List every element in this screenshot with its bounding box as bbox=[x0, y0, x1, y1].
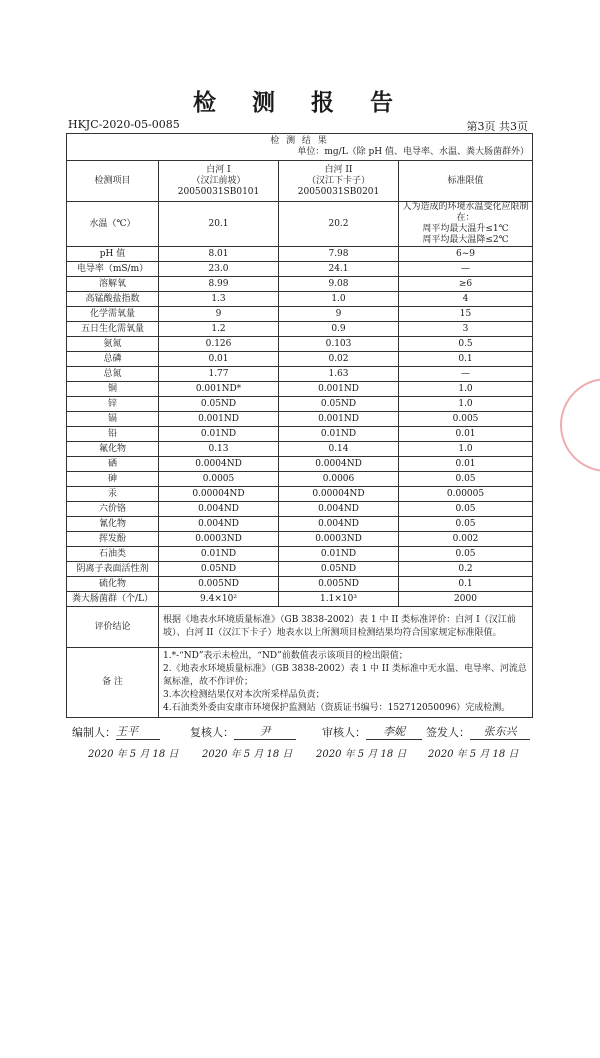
compiler-date: 2020 年 5 月 18 日 bbox=[88, 749, 179, 760]
row-standard-limit bbox=[399, 412, 533, 427]
standard-limit-line: 0.1 bbox=[458, 353, 473, 364]
row-item-name: 硒 bbox=[67, 457, 159, 472]
row-sample-1-value: 1.2 bbox=[159, 322, 279, 337]
standard-limit-line: 0.1 bbox=[458, 578, 473, 589]
row-sample-1-value: 0.004ND bbox=[159, 502, 279, 517]
row-item-name: 锌 bbox=[67, 397, 159, 412]
sample-1-name: 白河 I bbox=[206, 164, 231, 175]
col-header-standard: 标准限值 bbox=[399, 161, 533, 202]
auditor-signature: 李妮 bbox=[366, 723, 422, 740]
table-row bbox=[67, 262, 533, 277]
row-sample-2-value: 0.0003ND bbox=[279, 532, 399, 547]
standard-limit-line: 周平均最大温降≤2℃ bbox=[422, 235, 509, 245]
table-column-header-row bbox=[67, 161, 533, 202]
standard-limit-line: ≥6 bbox=[458, 278, 473, 289]
row-sample-2-value: 0.05ND bbox=[279, 562, 399, 577]
table-row bbox=[67, 517, 533, 532]
row-standard-limit bbox=[399, 202, 533, 247]
table-row bbox=[67, 577, 533, 592]
row-sample-1-value: 0.0004ND bbox=[159, 457, 279, 472]
row-item-name: 硫化物 bbox=[67, 577, 159, 592]
notes-content bbox=[159, 648, 533, 718]
table-header-title-row bbox=[67, 134, 533, 161]
table-row bbox=[67, 307, 533, 322]
row-item-name: 铜 bbox=[67, 382, 159, 397]
row-sample-2-value: 0.004ND bbox=[279, 502, 399, 517]
row-sample-1-value: 20.1 bbox=[159, 202, 279, 247]
sample-2-name: 白河 II bbox=[324, 164, 353, 175]
row-item-name: 电导率（mS/m） bbox=[67, 262, 159, 277]
row-sample-1-value: 0.05ND bbox=[159, 397, 279, 412]
table-row bbox=[67, 352, 533, 367]
row-sample-1-value: 0.01 bbox=[159, 352, 279, 367]
row-standard-limit bbox=[399, 292, 533, 307]
row-standard-limit bbox=[399, 517, 533, 532]
row-standard-limit bbox=[399, 367, 533, 382]
notes-label: 备 注 bbox=[67, 648, 159, 718]
sample-2-code: 20050031SB0201 bbox=[297, 186, 380, 197]
row-item-name: 化学需氧量 bbox=[67, 307, 159, 322]
row-sample-2-value: 0.103 bbox=[279, 337, 399, 352]
notes-row bbox=[67, 648, 533, 718]
row-standard-limit bbox=[399, 427, 533, 442]
row-sample-1-value: 0.01ND bbox=[159, 427, 279, 442]
col-header-sample-2 bbox=[279, 161, 399, 202]
standard-limit-line: 0.01 bbox=[455, 428, 476, 439]
table-row bbox=[67, 502, 533, 517]
row-sample-2-value: 0.14 bbox=[279, 442, 399, 457]
standard-limit-line: 6~9 bbox=[456, 248, 475, 259]
report-title: 检 测 报 告 bbox=[192, 89, 408, 116]
standard-limit-line: 1.0 bbox=[458, 443, 473, 454]
row-item-name: 氨氮 bbox=[67, 337, 159, 352]
row-sample-2-value: 24.1 bbox=[279, 262, 399, 277]
standard-limit-line: 15 bbox=[459, 308, 472, 319]
row-item-name: 水温（℃） bbox=[67, 202, 159, 247]
row-sample-2-value: 1.0 bbox=[279, 292, 399, 307]
issuer-block bbox=[426, 723, 530, 740]
row-sample-1-value: 0.01ND bbox=[159, 547, 279, 562]
row-item-name: 五日生化需氧量 bbox=[67, 322, 159, 337]
row-item-name: 氰化物 bbox=[67, 517, 159, 532]
row-sample-2-value: 20.2 bbox=[279, 202, 399, 247]
row-standard-limit bbox=[399, 457, 533, 472]
row-sample-1-value: 0.05ND bbox=[159, 562, 279, 577]
row-item-name: 粪大肠菌群（个/L） bbox=[67, 592, 159, 607]
results-table bbox=[66, 133, 533, 718]
issuer-signature: 张东兴 bbox=[470, 723, 530, 740]
row-sample-2-value: 0.05ND bbox=[279, 397, 399, 412]
col-header-sample-1 bbox=[159, 161, 279, 202]
note-line: 3.本次检测结果仅对本次所采样品负责； bbox=[163, 690, 325, 700]
row-sample-2-value: 7.98 bbox=[279, 247, 399, 262]
row-standard-limit bbox=[399, 562, 533, 577]
row-item-name: pH 值 bbox=[67, 247, 159, 262]
table-row bbox=[67, 367, 533, 382]
row-item-name: 溶解氧 bbox=[67, 277, 159, 292]
row-sample-2-value: 0.004ND bbox=[279, 517, 399, 532]
standard-limit-line: 0.00005 bbox=[446, 488, 485, 499]
row-item-name: 汞 bbox=[67, 487, 159, 502]
row-sample-2-value: 1.1×10³ bbox=[279, 592, 399, 607]
row-item-name: 石油类 bbox=[67, 547, 159, 562]
row-standard-limit bbox=[399, 352, 533, 367]
table-row bbox=[67, 292, 533, 307]
row-standard-limit bbox=[399, 487, 533, 502]
table-row bbox=[67, 322, 533, 337]
row-sample-1-value: 0.005ND bbox=[159, 577, 279, 592]
row-standard-limit bbox=[399, 307, 533, 322]
table-row bbox=[67, 487, 533, 502]
standard-limit-line: — bbox=[461, 368, 470, 379]
row-item-name: 砷 bbox=[67, 472, 159, 487]
row-sample-2-value: 0.0006 bbox=[279, 472, 399, 487]
row-standard-limit bbox=[399, 442, 533, 457]
row-sample-1-value: 0.001ND bbox=[159, 412, 279, 427]
row-standard-limit bbox=[399, 247, 533, 262]
table-row bbox=[67, 397, 533, 412]
row-sample-1-value: 0.00004ND bbox=[159, 487, 279, 502]
standard-limit-line: 0.005 bbox=[452, 413, 479, 424]
row-sample-1-value: 23.0 bbox=[159, 262, 279, 277]
row-item-name: 挥发酚 bbox=[67, 532, 159, 547]
sample-1-code: 20050031SB0101 bbox=[177, 186, 260, 197]
row-item-name: 总磷 bbox=[67, 352, 159, 367]
table-row bbox=[67, 562, 533, 577]
row-standard-limit bbox=[399, 502, 533, 517]
row-standard-limit bbox=[399, 397, 533, 412]
row-sample-1-value: 0.004ND bbox=[159, 517, 279, 532]
row-sample-1-value: 1.3 bbox=[159, 292, 279, 307]
row-sample-2-value: 0.005ND bbox=[279, 577, 399, 592]
standard-limit-line: 周平均最大温升≤1℃ bbox=[422, 224, 509, 234]
table-row bbox=[67, 442, 533, 457]
table-head-unit: 单位：mg/L（除 pH 值、电导率、水温、粪大肠菌群外） bbox=[297, 147, 530, 157]
row-standard-limit bbox=[399, 472, 533, 487]
row-sample-2-value: 0.9 bbox=[279, 322, 399, 337]
row-sample-1-value: 1.77 bbox=[159, 367, 279, 382]
conclusion-text: 根据《地表水环境质量标准》（GB 3838-2002）表 1 中 II 类标准评价：白河 I（汉江前坡）、白河 II（汉江下卡子）地表水以上所测项目检测结果均符合国家规定标准限值。 bbox=[159, 607, 533, 648]
note-line: 2.《地表水环境质量标准》（GB 3838-2002）表 1 中 II 类标准中无水温、电导率、河流总氮标准，故不作评价； bbox=[163, 664, 527, 687]
row-sample-1-value: 0.0005 bbox=[159, 472, 279, 487]
standard-limit-line: — bbox=[461, 263, 470, 274]
standard-limit-line: 1.0 bbox=[458, 383, 473, 394]
row-sample-1-value: 8.01 bbox=[159, 247, 279, 262]
row-sample-1-value: 0.0003ND bbox=[159, 532, 279, 547]
sample-1-location: （汉江前坡） bbox=[191, 175, 246, 186]
row-standard-limit bbox=[399, 322, 533, 337]
page-number: 第3页 共3页 bbox=[466, 120, 528, 133]
table-row bbox=[67, 457, 533, 472]
standard-limit-line: 3 bbox=[462, 323, 469, 334]
reviewer-signature: 尹 bbox=[234, 723, 296, 740]
standard-limit-line: 0.05 bbox=[455, 548, 476, 559]
row-item-name: 铅 bbox=[67, 427, 159, 442]
row-sample-1-value: 9.4×10² bbox=[159, 592, 279, 607]
row-item-name: 阴离子表面活性剂 bbox=[67, 562, 159, 577]
standard-limit-line: 2000 bbox=[454, 593, 477, 604]
row-standard-limit bbox=[399, 382, 533, 397]
row-standard-limit bbox=[399, 262, 533, 277]
row-standard-limit bbox=[399, 592, 533, 607]
sample-2-location: （汉江下卡子） bbox=[306, 175, 370, 186]
table-row bbox=[67, 337, 533, 352]
row-sample-2-value: 0.001ND bbox=[279, 382, 399, 397]
reviewer-date: 2020 年 5 月 18 日 bbox=[202, 749, 293, 760]
standard-limit-line: 0.2 bbox=[458, 563, 473, 574]
row-item-name: 氟化物 bbox=[67, 442, 159, 457]
row-standard-limit bbox=[399, 277, 533, 292]
table-row bbox=[67, 382, 533, 397]
note-line: 1.*-“ND”表示未检出，“ND”前数值表示该项目的检出限值； bbox=[163, 651, 408, 661]
row-sample-2-value: 0.01ND bbox=[279, 547, 399, 562]
row-item-name: 镉 bbox=[67, 412, 159, 427]
auditor-date: 2020 年 5 月 18 日 bbox=[316, 749, 407, 760]
conclusion-row bbox=[67, 607, 533, 648]
table-row bbox=[67, 472, 533, 487]
row-standard-limit bbox=[399, 577, 533, 592]
compiler-signature: 王平 bbox=[116, 723, 160, 740]
reviewer-label: 复核人： bbox=[190, 726, 234, 739]
row-sample-2-value: 0.0004ND bbox=[279, 457, 399, 472]
row-sample-2-value: 1.63 bbox=[279, 367, 399, 382]
standard-limit-line: 0.05 bbox=[455, 503, 476, 514]
table-head-title: 检 测 结 果 bbox=[270, 136, 329, 146]
standard-limit-line: 1.0 bbox=[458, 398, 473, 409]
auditor-label: 审核人： bbox=[322, 726, 366, 739]
standard-limit-line: 0.05 bbox=[455, 518, 476, 529]
row-sample-2-value: 0.01ND bbox=[279, 427, 399, 442]
row-sample-1-value: 8.99 bbox=[159, 277, 279, 292]
row-item-name: 六价铬 bbox=[67, 502, 159, 517]
compiler-block bbox=[72, 723, 160, 740]
table-row bbox=[67, 532, 533, 547]
row-sample-2-value: 0.02 bbox=[279, 352, 399, 367]
row-sample-2-value: 9 bbox=[279, 307, 399, 322]
conclusion-label: 评价结论 bbox=[67, 607, 159, 648]
standard-limit-line: 0.002 bbox=[452, 533, 479, 544]
table-row bbox=[67, 277, 533, 292]
standard-limit-line: 4 bbox=[462, 293, 469, 304]
row-sample-1-value: 9 bbox=[159, 307, 279, 322]
standard-limit-line: 0.5 bbox=[458, 338, 473, 349]
row-standard-limit bbox=[399, 532, 533, 547]
note-line: 4.石油类外委由安康市环境保护监测站（资质证书编号：152712050096）完成检测。 bbox=[163, 703, 511, 713]
row-sample-1-value: 0.001ND* bbox=[159, 382, 279, 397]
reviewer-block bbox=[190, 723, 296, 740]
row-sample-2-value: 0.001ND bbox=[279, 412, 399, 427]
compiler-label: 编制人： bbox=[72, 726, 116, 739]
table-row bbox=[67, 427, 533, 442]
table-row bbox=[67, 592, 533, 607]
col-header-item: 检测项目 bbox=[67, 161, 159, 202]
seal-stamp bbox=[560, 378, 600, 472]
row-standard-limit bbox=[399, 337, 533, 352]
table-row bbox=[67, 412, 533, 427]
row-sample-2-value: 9.08 bbox=[279, 277, 399, 292]
standard-limit-line: 人为造成的环境水温变化应限制在： bbox=[402, 202, 529, 223]
issuer-date: 2020 年 5 月 18 日 bbox=[428, 749, 519, 760]
row-standard-limit bbox=[399, 547, 533, 562]
auditor-block bbox=[322, 723, 422, 740]
row-sample-1-value: 0.13 bbox=[159, 442, 279, 457]
standard-limit-line: 0.01 bbox=[455, 458, 476, 469]
issuer-label: 签发人： bbox=[426, 726, 470, 739]
table-row bbox=[67, 547, 533, 562]
row-sample-1-value: 0.126 bbox=[159, 337, 279, 352]
report-number: HKJC-2020-05-0085 bbox=[68, 118, 180, 131]
row-item-name: 高锰酸盐指数 bbox=[67, 292, 159, 307]
row-item-name: 总氮 bbox=[67, 367, 159, 382]
standard-limit-line: 0.05 bbox=[455, 473, 476, 484]
table-row bbox=[67, 202, 533, 247]
table-row bbox=[67, 247, 533, 262]
row-sample-2-value: 0.00004ND bbox=[279, 487, 399, 502]
